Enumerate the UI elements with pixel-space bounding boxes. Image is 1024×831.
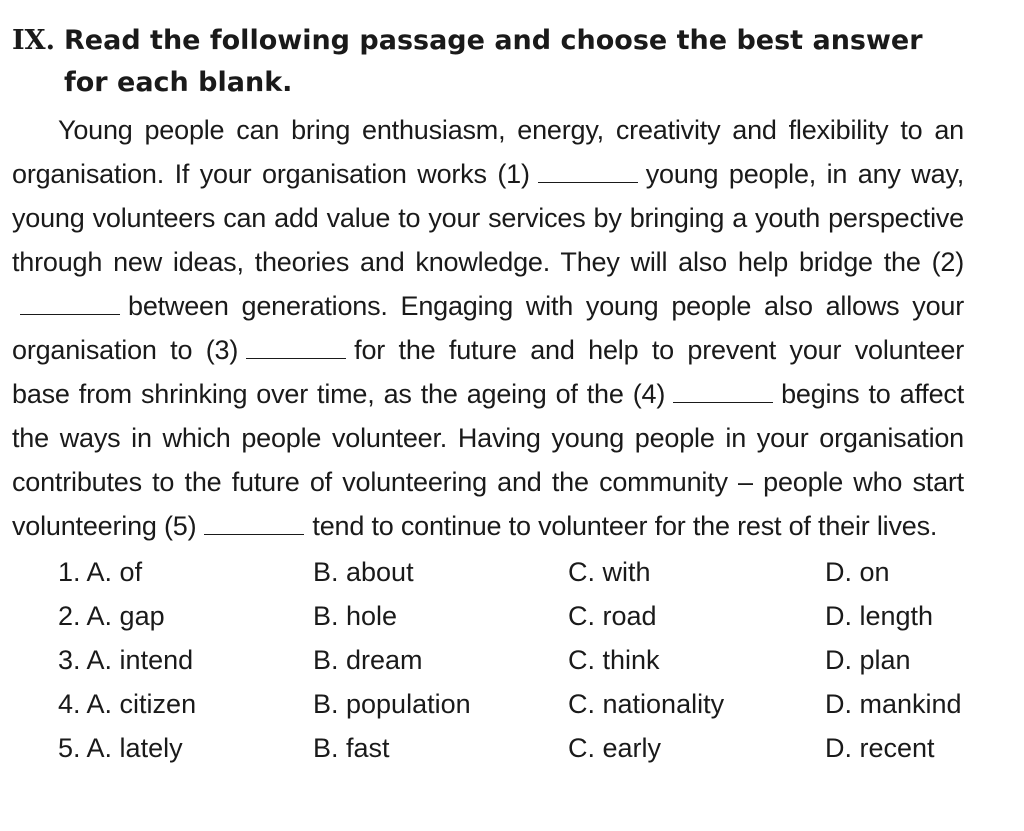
question-row-1 — [12, 550, 964, 594]
option-c: C. early — [568, 733, 662, 763]
option-c: C. road — [568, 601, 657, 631]
option-a: 3. A. intend — [58, 645, 194, 675]
option-d: D. length — [825, 601, 934, 631]
answer-blank-2 — [20, 296, 120, 315]
option-c: C. nationality — [568, 689, 725, 719]
passage-segment: young people, in any way, young volunteers can add value to your services by bringing a youth perspective through new ideas, theories and knowledge. They will also help bridge the (2) — [12, 159, 964, 277]
option-b: B. dream — [313, 645, 423, 675]
passage-segment: tend to continue to volunteer for the rest of their lives. — [312, 511, 938, 541]
option-d: D. mankind — [825, 689, 962, 719]
answer-blank-5 — [204, 516, 304, 535]
passage-segment: between generations. Engaging with young people also allows your organisation to (3) — [12, 291, 964, 365]
question-row-2 — [12, 594, 964, 638]
question-row-4 — [12, 682, 964, 726]
passage-segment: Young people can bring enthusiasm, energy, creativity and flexibility to an organisation. If your organisation works (1) — [12, 115, 964, 189]
answer-options — [12, 550, 964, 770]
option-a: 5. A. lately — [58, 733, 183, 763]
section-number: IX. — [12, 25, 55, 56]
option-b: B. population — [313, 689, 471, 719]
answer-blank-1 — [538, 164, 638, 183]
answer-blank-3 — [246, 340, 346, 359]
section-instruction: Read the following passage and choose the best answer for each blank. — [64, 25, 923, 98]
question-row-3 — [12, 638, 964, 682]
option-d: D. plan — [825, 645, 911, 675]
passage-segment: for the future and help to prevent your volunteer base from shrinking over time, as the ageing of the (4) — [12, 335, 965, 409]
option-b: B. fast — [313, 733, 390, 763]
passage-segment: begins to affect the ways in which people volunteer. Having young people in your organisation contributes to the future of volunteering and the community – people who start volunteering (5) — [12, 379, 964, 541]
option-d: D. recent — [825, 733, 935, 763]
option-a: 1. A. of — [58, 557, 143, 587]
option-a: 4. A. citizen — [58, 689, 197, 719]
option-b: B. hole — [313, 601, 398, 631]
cloze-passage — [12, 108, 964, 548]
section-heading — [12, 20, 964, 104]
option-b: B. about — [313, 557, 414, 587]
option-d: D. on — [825, 557, 890, 587]
answer-blank-4 — [673, 384, 773, 403]
question-row-5 — [12, 726, 964, 770]
option-c: C. think — [568, 645, 660, 675]
option-a: 2. A. gap — [58, 601, 165, 631]
option-c: C. with — [568, 557, 651, 587]
